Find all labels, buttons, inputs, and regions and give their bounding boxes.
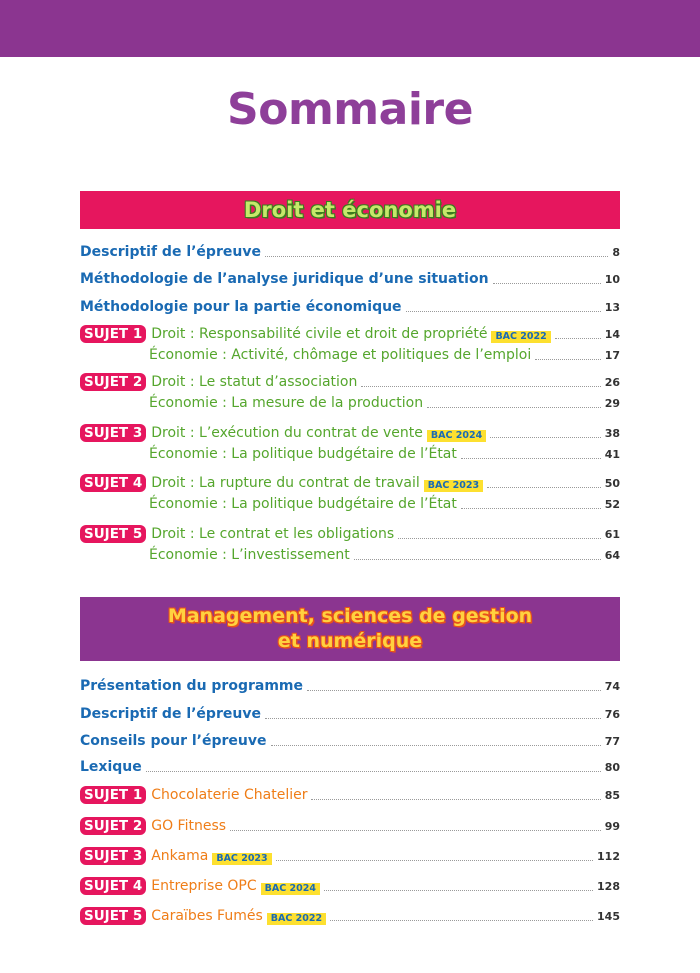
header-bar [0, 0, 700, 57]
section-banner-droit-economie [80, 191, 620, 229]
bac-badge: BAC 2023 [212, 853, 271, 865]
dot-leader [535, 359, 600, 360]
toc-entry-label: Économie : La politique budgétaire de l’État [149, 446, 457, 462]
dot-leader [265, 718, 601, 719]
sujet-tag: SUJET 3 [80, 847, 146, 865]
dot-leader [271, 745, 601, 746]
toc-page-number: 8 [612, 246, 620, 259]
bac-badge: BAC 2022 [267, 913, 326, 925]
toc-entry-label: Droit : Le statut d’association [151, 374, 358, 390]
dot-leader [427, 407, 601, 408]
toc-page-number: 38 [604, 427, 620, 440]
toc-entry[interactable] [80, 754, 620, 776]
toc-page-number: 14 [604, 328, 620, 341]
toc-entry[interactable] [80, 239, 620, 261]
sujet-tag: SUJET 1 [80, 325, 146, 343]
toc-entry-sujet[interactable] [80, 813, 620, 835]
toc-page-number: 76 [604, 708, 620, 721]
toc-entry-label: Droit : Le contrat et les obligations [151, 526, 395, 542]
toc-entry-label: Présentation du programme [80, 678, 303, 694]
bac-badge: BAC 2024 [261, 883, 320, 895]
dot-leader [461, 508, 601, 509]
toc-entry-label: Descriptif de l’épreuve [80, 244, 261, 260]
dot-leader [555, 338, 601, 339]
toc-entry-label: Descriptif de l’épreuve [80, 706, 261, 722]
dot-leader [276, 860, 593, 861]
dot-leader [398, 538, 601, 539]
toc-entry-label: Économie : L’investissement [149, 547, 350, 563]
section-banner-management [80, 597, 620, 661]
toc-entry-sujet-droit[interactable] [80, 470, 620, 492]
toc-entry-sujet-droit[interactable] [80, 369, 620, 391]
toc-entry-sujet-economie[interactable] [80, 342, 620, 364]
toc-entry-sujet-economie[interactable] [80, 441, 620, 463]
toc-entry[interactable] [80, 701, 620, 723]
toc-entry-label: Économie : La mesure de la production [149, 395, 424, 411]
toc-page-number: 29 [604, 397, 620, 410]
toc-entry-label: GO Fitness [151, 818, 227, 834]
dot-leader [461, 458, 601, 459]
toc-page-number: 61 [604, 528, 620, 541]
dot-leader [354, 559, 601, 560]
toc-entry-label: Droit : La rupture du contrat de travail [151, 475, 420, 491]
dot-leader [361, 386, 600, 387]
toc-entry[interactable] [80, 266, 620, 288]
bac-badge: BAC 2024 [427, 430, 486, 442]
sujet-tag: SUJET 5 [80, 907, 146, 925]
toc-page-number: 128 [597, 880, 620, 893]
toc-page-number: 85 [604, 789, 620, 802]
dot-leader [324, 890, 593, 891]
bac-badge: BAC 2023 [424, 480, 483, 492]
toc-entry-label: Méthodologie de l’analyse juridique d’une situation [80, 271, 489, 287]
toc-entry-sujet-droit[interactable] [80, 521, 620, 543]
toc-entry-sujet[interactable] [80, 843, 620, 865]
toc-entry-label: Conseils pour l’épreuve [80, 733, 267, 749]
toc-page-number: 80 [604, 761, 620, 774]
dot-leader [490, 437, 600, 438]
section-heading: Droit et économie [243, 198, 457, 222]
toc-entry-label: Économie : Activité, chômage et politiques de l’emploi [149, 347, 532, 363]
toc-entry-sujet-droit[interactable] [80, 420, 620, 442]
toc-entry-label: Droit : Responsabilité civile et droit de propriété [151, 326, 488, 342]
dot-leader [146, 771, 601, 772]
toc-entry-sujet[interactable] [80, 782, 620, 804]
dot-leader [230, 830, 601, 831]
toc-entry-label: Méthodologie pour la partie économique [80, 299, 402, 315]
dot-leader [493, 283, 601, 284]
section-heading-line2: et numérique [277, 630, 423, 652]
toc-entry-label: Lexique [80, 759, 142, 775]
sujet-tag: SUJET 2 [80, 817, 146, 835]
dot-leader [330, 920, 593, 921]
toc-page-number: 13 [604, 301, 620, 314]
dot-leader [311, 799, 600, 800]
toc-page-number: 17 [604, 349, 620, 362]
toc-page-number: 41 [604, 448, 620, 461]
toc-entry-sujet-economie[interactable] [80, 390, 620, 412]
toc-page-number: 112 [597, 850, 620, 863]
toc-entry-label: Droit : L’exécution du contrat de vente [151, 425, 423, 441]
toc-page-number: 74 [604, 680, 620, 693]
sujet-tag: SUJET 5 [80, 525, 146, 543]
toc-entry-sujet-economie[interactable] [80, 542, 620, 564]
toc-page-number: 145 [597, 910, 620, 923]
dot-leader [406, 311, 601, 312]
toc-entry-label: Économie : La politique budgétaire de l’État [149, 496, 457, 512]
toc-page-number: 64 [604, 549, 620, 562]
toc-entry[interactable] [80, 673, 620, 695]
toc-entry-label: Caraïbes Fumés [151, 908, 263, 924]
toc-entry[interactable] [80, 294, 620, 316]
toc-entry-label: Chocolaterie Chatelier [151, 787, 308, 803]
sujet-tag: SUJET 3 [80, 424, 146, 442]
bac-badge: BAC 2022 [491, 331, 550, 343]
sujet-tag: SUJET 4 [80, 474, 146, 492]
dot-leader [265, 256, 608, 257]
toc-page-number: 10 [604, 273, 620, 286]
toc-page-number: 99 [604, 820, 620, 833]
toc-entry-sujet[interactable] [80, 903, 620, 925]
page-title: Sommaire [227, 84, 473, 135]
toc-entry-sujet-droit[interactable] [80, 321, 620, 343]
toc-entry[interactable] [80, 728, 620, 750]
dot-leader [487, 487, 601, 488]
sujet-tag: SUJET 1 [80, 786, 146, 804]
dot-leader [307, 690, 601, 691]
toc-entry-sujet-economie[interactable] [80, 491, 620, 513]
toc-page-number: 77 [604, 735, 620, 748]
toc-page-number: 26 [604, 376, 620, 389]
toc-entry-sujet[interactable] [80, 873, 620, 895]
sujet-tag: SUJET 4 [80, 877, 146, 895]
toc-entry-label: Entreprise OPC [151, 878, 257, 894]
section-heading-line1: Management, sciences de gestion [167, 605, 533, 627]
toc-page-number: 52 [604, 498, 620, 511]
toc-page-number: 50 [604, 477, 620, 490]
sujet-tag: SUJET 2 [80, 373, 146, 391]
toc-entry-label: Ankama [151, 848, 209, 864]
